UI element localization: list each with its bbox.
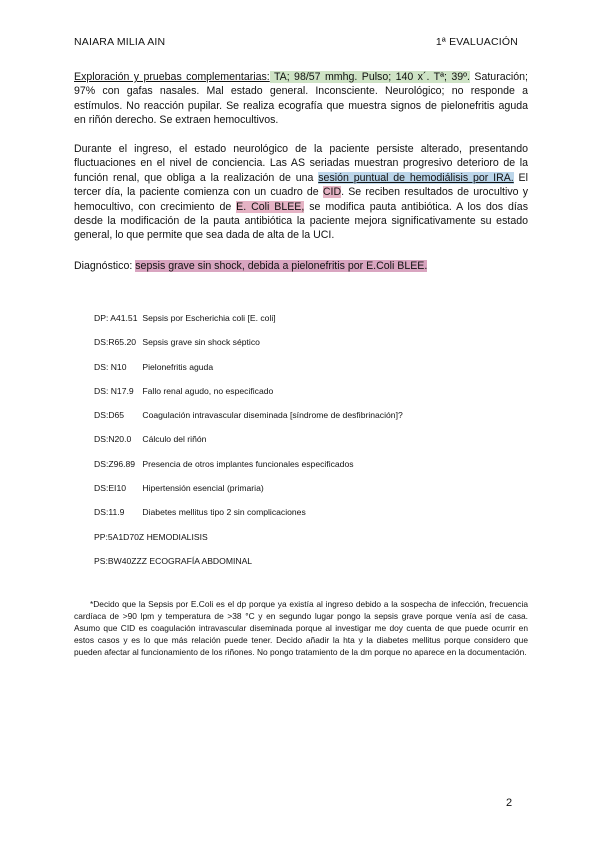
code-id: PP:5A1D70Z xyxy=(94,531,145,542)
code-id: DS: N17.9 xyxy=(94,385,134,396)
code-desc: HEMODIALISIS xyxy=(146,531,208,542)
exploration-label: Exploración y pruebas complementarias: xyxy=(74,71,270,83)
code-row xyxy=(94,355,514,379)
evolution-text-4: se modifica pauta antibiótica. A los dos días desde la modificación de la pauta antibiótica la paciente mejora significativamente su estado general, lo que permite que sea dada de alta de la UCI. xyxy=(74,200,528,242)
code-row xyxy=(94,500,514,524)
justification-note: *Decido que la Sepsis por E.Coli es el dp porque ya existía al ingreso debido a la sospecha de infección, frecuencia cardíaca de >90 lpm y temperatura de >38 °C y en segundo lugar pongo la sepsis grave porque venía así de casa. Asumo que CID es coagulación intravascular diseminada porque al investigar me doy cuenta de que puede ocurrir en estos casos y es lo que más relación puede tener. Decido añadir la hta y la diabetes mellitus porque considero que pueden afectar al funcionamiento de los riñones. No pongo tratamiento de la dm porque no aparece en la documentación. xyxy=(74,599,528,658)
code-row xyxy=(94,403,514,427)
code-desc: Sepsis grave sin shock séptico xyxy=(142,337,260,348)
diagnosis-paragraph xyxy=(74,259,528,273)
code-row xyxy=(94,306,514,330)
code-desc: Cálculo del riñón xyxy=(142,434,207,445)
vitals-highlight: TA; 98/57 mmhg. Pulso; 140 x´. Tª; 39º. xyxy=(269,71,470,83)
evolution-text-1: Durante el ingreso, el estado neurológico de la paciente persiste alterado, presentando fluctuaciones en el nivel de conciencia. Las AS seriadas muestran progresivo deterioro de la función renal, que obliga a la realización de una xyxy=(74,143,528,184)
code-row xyxy=(94,427,514,451)
page-number: 2 xyxy=(506,797,513,809)
ecoli-highlight: E. Coli BLEE, xyxy=(236,200,305,213)
code-id: PS:BW40ZZZ xyxy=(94,555,148,566)
code-row xyxy=(94,452,514,476)
code-id: DS:Z96.89 xyxy=(94,458,136,469)
diagnosis-highlight: sepsis grave sin shock, debida a pielonefritis por E.Coli BLEE. xyxy=(135,260,428,272)
code-row xyxy=(94,476,514,500)
exploration-paragraph xyxy=(74,70,528,128)
code-id: DS:D65 xyxy=(94,410,125,421)
header-evaluation: 1ª EVALUACIÓN xyxy=(435,36,518,48)
code-desc: ECOGRAFÍA ABDOMINAL xyxy=(149,555,253,566)
hemodialysis-highlight: sesión puntual de hemodiálisis por IRA. xyxy=(318,171,514,184)
code-id: DS:N20.0 xyxy=(94,434,132,445)
code-desc: Pielonefritis aguda xyxy=(142,361,214,372)
evolution-text-3: . Se reciben resultados de urocultivo y hemocultivo, con crecimiento de xyxy=(74,186,528,213)
evolution-paragraph xyxy=(74,142,528,243)
code-row xyxy=(94,330,514,354)
exploration-text: Saturación; 97% con gafas nasales. Mal estado general. Inconsciente. Neurológico; no responde a estímulos. No reacción pupilar. Se realiza ecografía que muestra signos de pielonefritis aguda en riñón derecho. Se extraen hemocultivos. xyxy=(74,71,528,127)
code-desc: Sepsis por Escherichia coli [E. coli] xyxy=(142,313,276,323)
diagnosis-label: Diagnóstico: xyxy=(74,260,136,272)
code-desc: Fallo renal agudo, no especificado xyxy=(142,385,274,396)
codes-list xyxy=(94,306,514,573)
code-row xyxy=(94,525,514,549)
evolution-text-2: El tercer día, la paciente comienza con un cuadro de xyxy=(74,171,528,199)
code-desc: Coagulación intravascular diseminada [síndrome de desfibrinación]? xyxy=(142,410,403,421)
code-id: DS:R65.20 xyxy=(94,337,137,348)
code-id: DS:11.9 xyxy=(94,507,125,518)
code-id: DP: A41.51 xyxy=(94,313,138,323)
code-desc: Diabetes mellitus tipo 2 sin complicaciones xyxy=(142,507,306,518)
code-row xyxy=(94,379,514,403)
code-row xyxy=(94,549,514,573)
header-author: NAIARA MILIA AIN xyxy=(74,36,166,48)
cid-highlight: CID xyxy=(322,186,342,199)
code-id: DS:EI10 xyxy=(94,483,127,494)
code-id: DS: N10 xyxy=(94,361,127,372)
code-desc: Presencia de otros implantes funcionales especificados xyxy=(142,458,354,469)
code-desc: Hipertensión esencial (primaria) xyxy=(142,483,264,494)
